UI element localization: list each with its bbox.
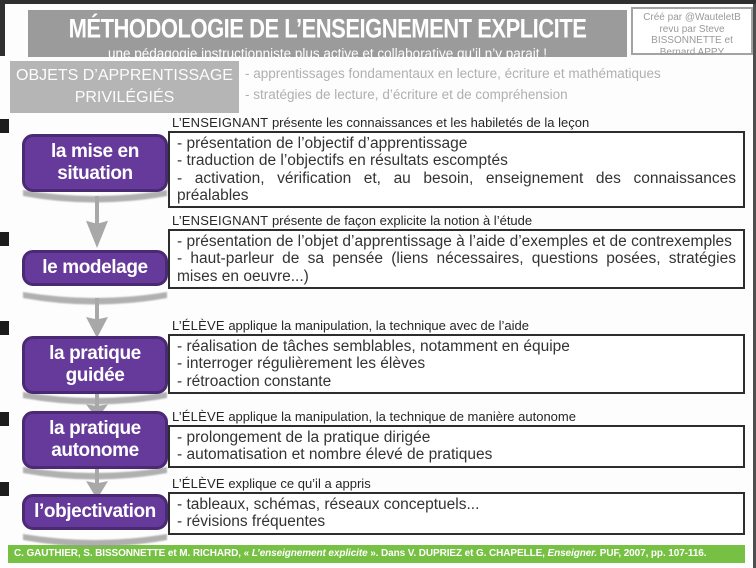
scan-artifact — [0, 412, 9, 426]
stage-label-line: autonome — [51, 440, 139, 462]
scan-artifact — [0, 321, 9, 335]
credit-line: revu par Steve — [659, 23, 725, 35]
title-bar — [28, 10, 627, 61]
stage-label-line: l’objectivation — [34, 501, 156, 522]
detail-item: - présentation de l’objectif d’apprentissage — [177, 135, 468, 152]
citation-text: C. GAUTHIER, S. BISSONNETTE et M. RICHARD, « — [14, 548, 252, 559]
detail-item: - révisions fréquentes — [177, 513, 326, 531]
shadow-swoosh — [18, 532, 172, 555]
section-actor: L’ÉLÈVE — [172, 409, 225, 424]
detail-item: - activation, vérification et, au besoin, enseignement des connaissances préalables — [177, 169, 736, 205]
objets-apprentissage-box — [10, 61, 239, 113]
stage-label-line: le modelage — [42, 257, 148, 278]
section-details-box — [168, 229, 745, 289]
stage-pill-modelage — [22, 250, 168, 286]
detail-item: - tableaux, schémas, réseaux conceptuels... — [177, 496, 480, 513]
stage-label-line: guidée — [65, 365, 125, 387]
detail-item: - présentation de l’objet d’apprentissage à l’aide d’exemples et de contrexemples — [177, 233, 732, 250]
scan-artifact — [0, 4, 5, 56]
objets-bullets — [245, 64, 661, 106]
detail-item: - interroger régulièrement les élèves — [177, 355, 426, 373]
section-actor: L’ÉLÈVE — [172, 318, 225, 333]
stage-label-line: situation — [57, 163, 133, 185]
stage-pill-pratique-guidee — [22, 336, 168, 394]
stage-label-line: la pratique — [49, 343, 141, 364]
detail-item: - réalisation de tâches semblables, notamment en équipe — [177, 338, 570, 355]
citation-italic: Enseigner. — [547, 548, 598, 559]
section-header — [172, 115, 589, 130]
section-details-box — [168, 131, 745, 208]
section-actor: L’ENSEIGNANT — [172, 115, 269, 130]
section-header-text: présente de façon explicite la notion à l’étude — [268, 213, 533, 228]
section-details-box — [168, 334, 745, 394]
objets-label-line2: PRIVILÉGIÉS — [74, 88, 175, 106]
page-subtitle: une pédagogie instructionniste plus active et collaborative qu’il n’y parait ! — [107, 46, 547, 61]
citation-text: PUF, 2007, pp. 107-116. — [597, 548, 707, 559]
section-header — [172, 213, 532, 228]
section-header — [172, 318, 529, 333]
credit-line: BISSONNETTE et — [651, 35, 733, 46]
section-header-text: applique la manipulation, la technique avec de l’aide — [224, 318, 529, 333]
detail-item: - haut-parleur de sa pensée (liens nécessaires, questions posées, stratégies mises en oeuvre...) — [177, 250, 736, 285]
section-details-box — [168, 492, 745, 535]
section-header-text: explique ce qu’il a appris — [224, 476, 371, 491]
section-actor: L’ÉLÈVE — [172, 476, 225, 491]
stage-pill-pratique-autonome — [22, 411, 168, 469]
section-header — [172, 476, 371, 491]
section-actor: L’ENSEIGNANT — [172, 213, 269, 228]
detail-item: - automatisation et nombre élevé de pratiques — [177, 446, 493, 464]
section-details-box — [168, 425, 745, 468]
bullet-line: - apprentissages fondamentaux en lecture, écriture et mathématiques — [245, 66, 661, 81]
detail-item: - prolongement de la pratique dirigée — [177, 429, 431, 446]
arrow-down-icon — [84, 196, 110, 253]
credit-line: Bernard APPY — [659, 46, 725, 58]
page-title: MÉTHODOLOGIE DE L’ENSEIGNEMENT EXPLICITE — [68, 13, 587, 44]
stage-label-line: la mise en — [51, 141, 139, 162]
stage-pill-mise-en-situation — [22, 134, 168, 192]
section-header-text: applique la manipulation, la technique de manière autonome — [224, 409, 576, 424]
section-header-text: présente les connaissances et les habiletés de la leçon — [268, 115, 590, 130]
detail-item: - rétroaction constante — [177, 372, 332, 390]
scan-artifact — [0, 119, 9, 133]
stage-pill-objectivation — [22, 494, 168, 530]
citation-text: ». Dans V. DUPRIEZ et G. CHAPELLE, — [367, 548, 548, 559]
scan-artifact — [0, 482, 9, 496]
section-header — [172, 409, 576, 424]
stage-label-line: la pratique — [49, 418, 141, 439]
credit-line: Créé par @WauteletB — [643, 12, 741, 23]
objets-label-line1: OBJETS D’APPRENTISSAGE — [16, 67, 233, 84]
credit-box — [631, 7, 753, 58]
bullet-line: - stratégies de lecture, d’écriture et de compréhension — [245, 86, 568, 102]
detail-item: - traduction de l’objectifs en résultats escomptés — [177, 152, 508, 170]
citation-italic: L’enseignement explicite — [251, 548, 368, 559]
scan-artifact — [0, 232, 9, 246]
